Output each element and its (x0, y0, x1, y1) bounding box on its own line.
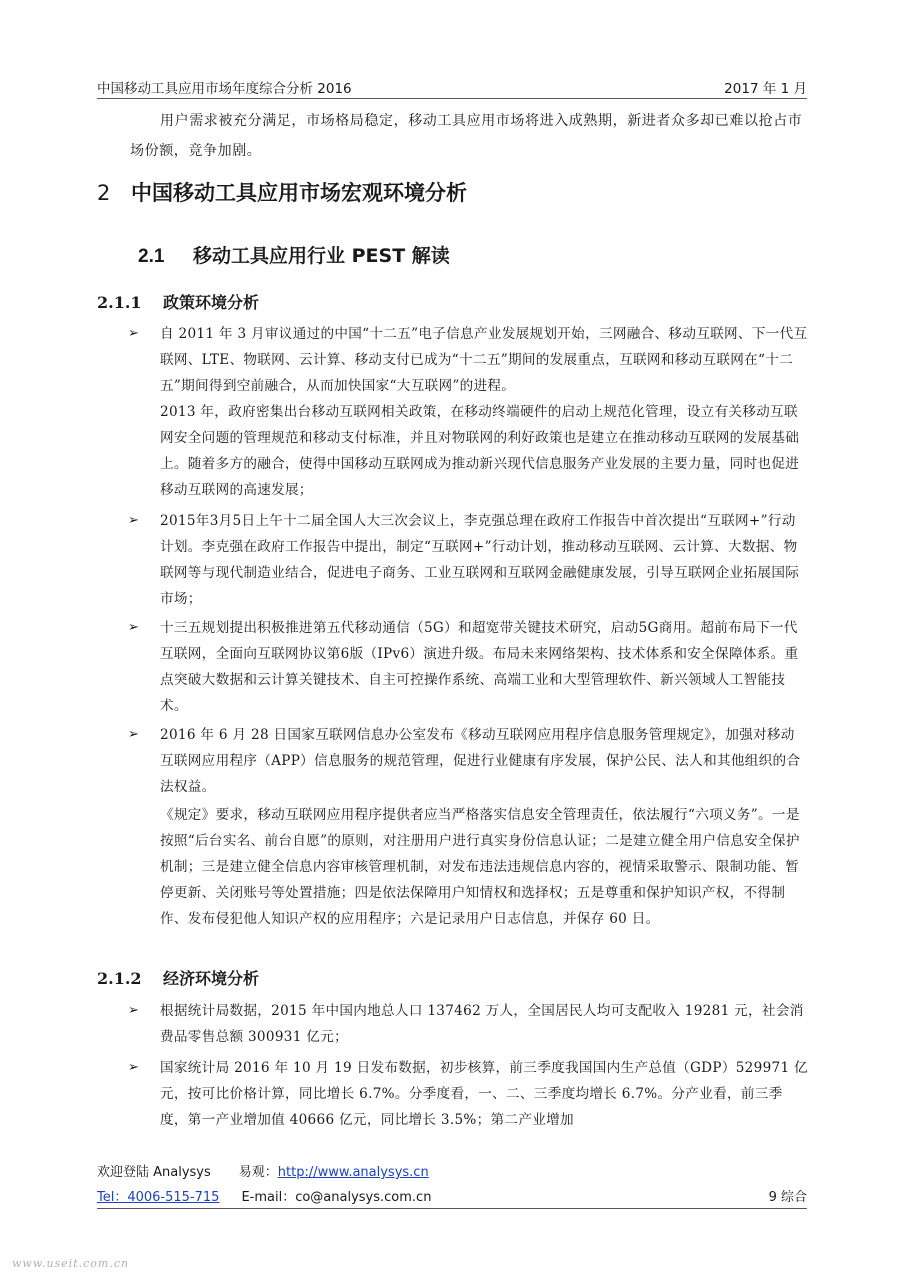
list-item (128, 615, 808, 719)
bullet-text: 十三五规划提出积极推进第五代移动通信（5G）和超宽带关键技术研究，启动5G商用。超前布局下一代互联网，全面向互联网协议第6版（IPv6）演进升级。布局未来网络架构、技术体系和安全保障体系。重点突破大数据和云计算关键技术、自主可控操作系统、高端工业和大型管理软件、新兴领域人工智能技术。 (160, 620, 799, 714)
footer-line-1 (97, 1161, 429, 1180)
bullet-arrow-icon: ➢ (128, 326, 139, 341)
economy-heading-title: 经济环境分析 (163, 969, 260, 988)
intro-paragraph: 用户需求被充分满足，市场格局稳定，移动工具应用市场将进入成熟期，新进者众多却已难以抢占市场份额，竞争加剧。 (130, 113, 803, 159)
watermark: www.useit.com.cn (12, 1257, 130, 1270)
section-title: 中国移动工具应用市场宏观环境分析 (131, 181, 467, 205)
bullet-text: 2016 年 6 月 28 日国家互联网信息办公室发布《移动互联网应用程序信息服务管理规定》，加强对移动互联网应用程序（APP）信息服务的规范管理，促进行业健康有序发展，保护公民、法人和其他组织的合法权益。 (160, 727, 801, 795)
list-item (128, 321, 808, 503)
footer-line-2 (97, 1186, 431, 1205)
footer-yiguan-label: 易观： (238, 1165, 278, 1180)
list-item (128, 998, 808, 1050)
header-divider (97, 98, 807, 99)
section-number: 2 (97, 181, 111, 205)
page-number: 9 综合 (768, 1190, 807, 1205)
bullet-arrow-icon: ➢ (128, 513, 139, 528)
policy-heading-title: 政策环境分析 (163, 293, 260, 312)
bullet-text: 自 2011 年 3 月审议通过的中国“十二五”电子信息产业发展规划开始，三网融合、移动互联网、下一代互联网、LTE、物联网、云计算、移动支付已成为“十二五”期间的发展重点，互联网和移动互联网在“十二五”期间得到空前融合，从而加快国家“大互联网”的进程。 (160, 326, 808, 394)
bullet-text: 根据统计局数据，2015 年中国内地总人口 137462 万人，全国居民人均可支配收入 19281 元，社会消费品零售总额 300931 亿元； (160, 1003, 804, 1045)
bullet-arrow-icon: ➢ (128, 1003, 139, 1018)
bullet-text: 2015年3月5日上午十二届全国人大三次会议上，李克强总理在政府工作报告中首次提出“互联网+”行动计划。李克强在政府工作报告中提出，制定“互联网+”行动计划，推动移动互联网、云计算、大数据、物联网等与现代制造业结合，促进电子商务、工业互联网和互联网金融健康发展，引导互联网企业拓展国际市场； (160, 513, 800, 607)
list-item (128, 722, 808, 800)
list-item (128, 1055, 808, 1133)
subsection-number: 2.1 (138, 246, 165, 267)
policy-heading-number: 2.1.1 (97, 293, 142, 312)
list-item (128, 508, 808, 612)
subsection-title: 移动工具应用行业 PEST 解读 (193, 245, 450, 267)
bullet-arrow-icon: ➢ (128, 620, 139, 635)
section-heading (97, 177, 467, 207)
bullet-text: 2013 年，政府密集出台移动互联网相关政策，在移动终端硬件的启动上规范化管理，设立有关移动互联网安全问题的管理规范和移动支付标准，并且对物联网的利好政策也是建立在推动移动互联网的发展基础上。随着多方的融合，使得中国移动互联网成为推动新兴现代信息服务产业发展的主要力量，同时也促进移动互联网的高速发展； (160, 404, 800, 498)
subsection-heading (138, 241, 450, 268)
header-title: 中国移动工具应用市场年度综合分析 2016 (97, 81, 352, 97)
policy-heading (97, 290, 259, 313)
economy-heading (97, 966, 259, 989)
economy-heading-number: 2.1.2 (97, 969, 142, 988)
bullet-arrow-icon: ➢ (128, 1060, 139, 1075)
footer-phone-link[interactable]: Tel：4006-515-715 (97, 1190, 220, 1205)
footer-email: E-mail：co@analysys.com.cn (241, 1190, 432, 1205)
bullet-text: 国家统计局 2016 年 10 月 19 日发布数据，初步核算，前三季度我国国内生产总值（GDP）529971 亿元，按可比价格计算，同比增长 6.7%。分季度看，一、二、三季度均增长 6.7%。分产业看，前三季度，第一产业增加值 40666 亿元，同比增长 3.5%；第二产业增加 (160, 1060, 808, 1128)
bullet-arrow-icon: ➢ (128, 727, 139, 742)
footer-welcome: 欢迎登陆 Analysys (97, 1165, 211, 1180)
regulation-paragraph: 《规定》要求，移动互联网应用程序提供者应当严格落实信息安全管理责任，依法履行“六项义务”。一是按照“后台实名、前台自愿”的原则，对注册用户进行真实身份信息认证；二是建立健全用户信息安全保护机制；三是建立健全信息内容审核管理机制，对发布违法违规信息内容的，视情采取警示、限制功能、暂停更新、关闭账号等处置措施；四是依法保障用户知情权和选择权；五是尊重和保护知识产权，不得制作、发布侵犯他人知识产权的应用程序；六是记录用户日志信息，并保存 60 日。 (160, 807, 800, 927)
footer-website-link[interactable]: http://www.analysys.cn (277, 1165, 429, 1180)
header-date: 2017 年 1 月 (724, 81, 807, 97)
footer-divider (97, 1208, 807, 1209)
